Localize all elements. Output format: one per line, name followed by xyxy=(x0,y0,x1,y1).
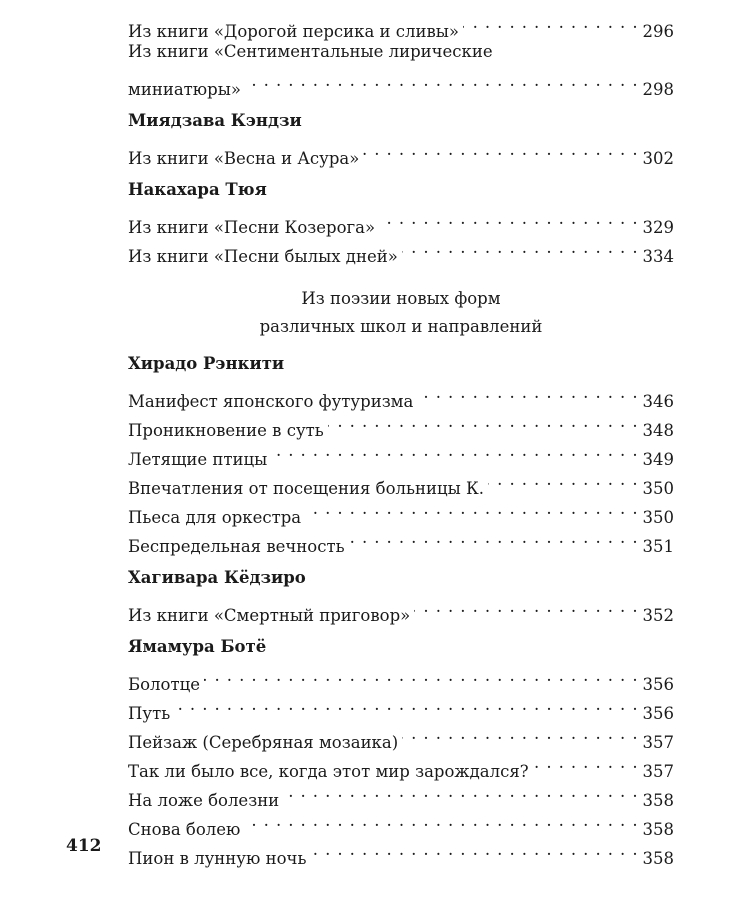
leader-dots xyxy=(533,748,639,777)
entry-page: 356 xyxy=(642,704,674,723)
author-heading: Накахара Тюя xyxy=(128,180,267,199)
author-heading: Хирадо Рэнкити xyxy=(128,354,285,373)
leader-dots xyxy=(244,806,638,835)
entry-title: Из книги «Песни былых дней» xyxy=(128,247,398,266)
entry-title: Пион в лунную ночь xyxy=(128,849,307,868)
leader-dots xyxy=(283,777,638,806)
entry-title: Впечатления от посещения больницы К. xyxy=(128,479,484,498)
leader-dots xyxy=(417,378,638,407)
leader-dots xyxy=(402,233,639,262)
entry-title: Из книги «Песни Козерога» xyxy=(128,218,376,237)
entry-page: 334 xyxy=(642,247,674,266)
entry-title: Из книги «Дорогой персика и сливы» xyxy=(128,22,460,41)
toc-entry[interactable] xyxy=(128,719,674,752)
leader-dots xyxy=(245,66,639,95)
entry-page: 358 xyxy=(642,791,674,810)
entry-page: 357 xyxy=(642,762,674,781)
leader-dots xyxy=(363,135,638,164)
toc-entry[interactable] xyxy=(128,378,674,411)
toc-entry[interactable] xyxy=(128,204,674,237)
leader-dots xyxy=(271,436,638,465)
entry-page: 351 xyxy=(642,537,674,556)
entry-page: 296 xyxy=(642,22,674,41)
entry-title: Путь xyxy=(128,704,171,723)
toc-entry[interactable] xyxy=(128,592,674,625)
leader-dots xyxy=(310,835,638,864)
section-heading xyxy=(128,285,674,341)
entry-title: На ложе болезни xyxy=(128,791,280,810)
leader-dots xyxy=(204,661,639,690)
entry-title: Пейзаж (Серебряная мозаика) xyxy=(128,733,399,752)
entry-page: 350 xyxy=(642,479,674,498)
entry-page: 349 xyxy=(642,450,674,469)
entry-page: 352 xyxy=(642,606,674,625)
leader-dots xyxy=(402,719,638,748)
page-number: 412 xyxy=(66,836,102,856)
leader-dots xyxy=(414,592,638,621)
table-of-contents xyxy=(128,8,674,868)
author-heading: Миядзава Кэндзи xyxy=(128,111,302,130)
toc-entry[interactable] xyxy=(128,690,674,723)
section-heading-line1: Из поэзии новых форм xyxy=(301,289,501,308)
entry-page: 302 xyxy=(642,149,674,168)
leader-dots xyxy=(379,204,638,233)
entry-page: 356 xyxy=(642,675,674,694)
toc-entry[interactable] xyxy=(128,135,674,168)
author-heading: Ямамура Ботё xyxy=(128,637,267,656)
entry-page: 346 xyxy=(642,392,674,411)
entry-page: 358 xyxy=(642,849,674,868)
entry-title: Болотце xyxy=(128,675,200,694)
toc-entry[interactable] xyxy=(128,8,674,41)
entry-title: Из книги «Весна и Асура» xyxy=(128,149,360,168)
entry-title-line2: миниатюры» xyxy=(128,80,241,99)
toc-entry[interactable] xyxy=(128,37,674,99)
leader-dots xyxy=(174,690,638,719)
entry-page: 348 xyxy=(642,421,674,440)
entry-title: Так ли было все, когда этот мир зарождался? xyxy=(128,762,529,781)
entry-page: 358 xyxy=(642,820,674,839)
entry-page: 298 xyxy=(642,80,674,99)
entry-title: Снова болею xyxy=(128,820,241,839)
entry-title: Беспредельная вечность xyxy=(128,537,345,556)
toc-entry[interactable] xyxy=(128,661,674,694)
leader-dots xyxy=(463,8,638,37)
entry-title: Проникновение в суть xyxy=(128,421,324,440)
leader-dots xyxy=(328,407,639,436)
entry-page: 357 xyxy=(642,733,674,752)
entry-page: 350 xyxy=(642,508,674,527)
section-heading-line2: различных школ и направлений xyxy=(259,317,543,336)
leader-dots xyxy=(488,465,639,494)
author-heading: Хагивара Кёдзиро xyxy=(128,568,306,587)
entry-title: Летящие птицы xyxy=(128,450,268,469)
leader-dots xyxy=(349,523,639,552)
leader-dots xyxy=(305,494,638,523)
entry-title: Из книги «Смертный приговор» xyxy=(128,606,411,625)
entry-page: 329 xyxy=(642,218,674,237)
entry-title: Манифест японского футуризма xyxy=(128,392,414,411)
entry-title-line1: Из книги «Сентиментальные лирические xyxy=(128,42,493,61)
entry-title: Пьеса для оркестра xyxy=(128,508,302,527)
